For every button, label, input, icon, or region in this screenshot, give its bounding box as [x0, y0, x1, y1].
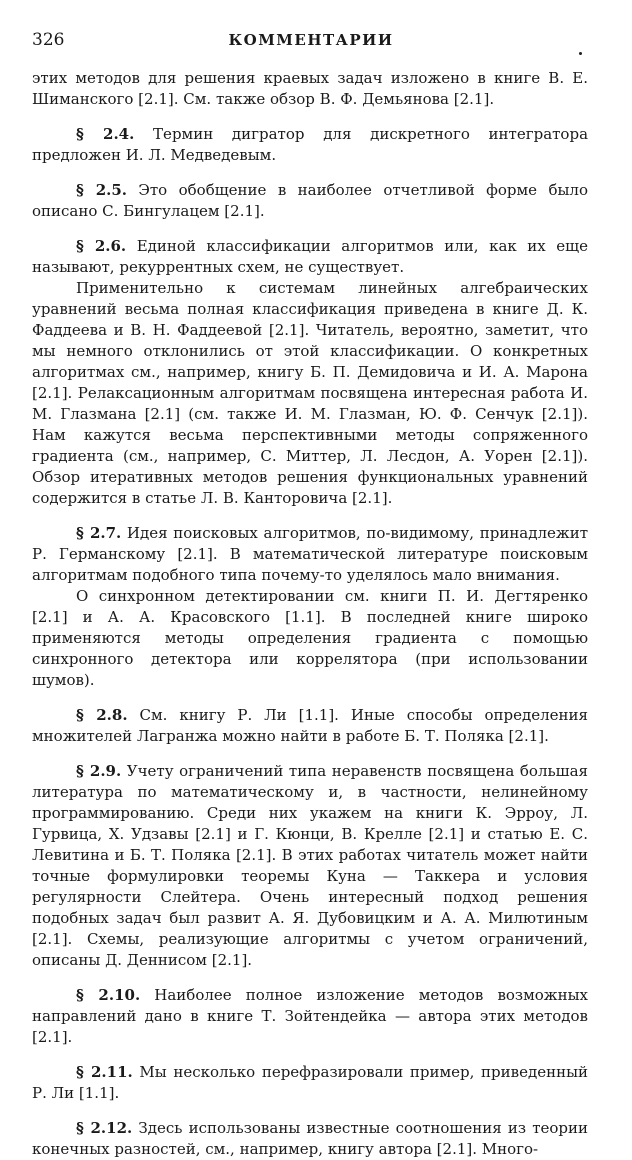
section-2-8: [32, 705, 588, 747]
section-number: § 2.6.: [76, 237, 127, 255]
paragraph-text: Идея поисковых алгоритмов, по-видимому, принадлежит Р. Германскому [2.1]. В математической литературе поисковым алгоритмам подобного типа почему-то уделялось мало внимания.: [32, 524, 588, 584]
paragraph-text: этих методов для решения краевых задач изложено в книге В. Е. Шиманского [2.1]. См. также обзор В. Ф. Демьянова [2.1].: [32, 69, 588, 108]
paragraph-text: Единой классификации алгоритмов или, как их еще называют, рекуррентных схем, не существует.: [32, 237, 588, 276]
section-number: § 2.12.: [76, 1119, 133, 1137]
section-2-9: [32, 761, 588, 971]
paragraph-text: Применительно к системам линейных алгебраических уравнений весьма полная классификация приведена в книге Д. К. Фаддеева и В. Н. Фаддеевой [2.1]. Читатель, вероятно, заметит, что мы немного отклонились от этой классификации. О конкретных алгоритмах см., например, книгу Б. П. Демидовича и И. А. Марона [2.1]. Релаксационным алгоритмам посвящена интересная работа И. М. Глазмана [2.1] (см. также И. М. Глазман, Ю. Ф. Сенчук [2.1]). Нам кажутся весьма перспективными методы сопряженного градиента (см., например, С. Миттер, Л. Лесдон, А. Уорен [2.1]). Обзор итеративных методов решения функциональных уравнений содержится в статье Л. В. Канторовича [2.1].: [32, 279, 588, 507]
section-2-12: [32, 1118, 588, 1160]
section-2-11: [32, 1062, 588, 1104]
paragraph-text: Здесь использованы известные соотношения из теории конечных разностей, см., например, книгу автора [2.1]. Много-: [32, 1119, 589, 1158]
section-number: § 2.11.: [76, 1063, 133, 1081]
paragraph-2-7-body: [32, 586, 588, 691]
paragraph-continuation: [32, 68, 588, 110]
paragraph-text: Термин диграт​ор для дискретного интегратора предложен И. Л. Медведевым.: [32, 125, 589, 164]
paragraph-text: Это обобщение в наиболее отчетливой форме было описано С. Бингулацем [2.1].: [32, 181, 588, 220]
page-body: [32, 68, 588, 1160]
page-header: [32, 30, 590, 52]
running-head: КОММЕНТАРИИ: [228, 31, 394, 49]
section-number: § 2.5.: [76, 181, 128, 199]
paragraph-text: Учету ограничений типа неравенств посвящена большая литература по математическому и, в частности, нелинейному программированию. Среди них укажем на книги К. Эрроу, Л. Гурвица, Х. Удзавы [2.1] и Г. Кюнци, В. Крелле [2.1] и статью Е. С. Левитина и Б. Т. Поляка [2.1]. В этих работах читатель может найти точные формулировки теоремы Куна — Таккера и условия регулярности Слейтера. Очень интересный подход решения подобных задач был развит А. Я. Дубовицким и А. А. Милютиным [2.1]. Схемы, реализующие алгоритмы с учетом ограничений, описаны Д. Деннисом [2.1].: [32, 762, 588, 969]
paragraph-2-6-body: [32, 278, 588, 509]
section-2-6: [32, 236, 588, 278]
paragraph-text: Наиболее полное изложение методов возможных направлений дано в книге Т. Зойтендейка — автора этих методов [2.1].: [32, 986, 588, 1046]
section-2-10: [32, 985, 588, 1048]
section-number: § 2.4.: [76, 125, 135, 143]
section-number: § 2.8.: [76, 706, 128, 724]
section-number: § 2.10.: [76, 986, 141, 1004]
section-number: § 2.7.: [76, 524, 122, 542]
page-number: 326: [32, 30, 65, 50]
section-2-5: [32, 180, 588, 222]
paragraph-text: О синхронном детектировании см. книги П. И. Дегтяренко [2.1] и А. А. Красовского [1.1]. В последней книге широко применяются методы определения градиента с помощью синхронного детектора или коррелятора (при использовании шумов).: [32, 587, 588, 689]
scan-speck: [579, 52, 582, 55]
section-number: § 2.9.: [76, 762, 122, 780]
section-2-4: [32, 124, 588, 166]
paragraph-text: См. книгу Р. Ли [1.1]. Иные способы определения множителей Лагранжа можно найти в работе Б. Т. Поляка [2.1].: [32, 706, 588, 745]
section-2-7: [32, 523, 588, 586]
paragraph-text: Мы несколько перефразировали пример, приведенный Р. Ли [1.1].: [32, 1063, 588, 1102]
